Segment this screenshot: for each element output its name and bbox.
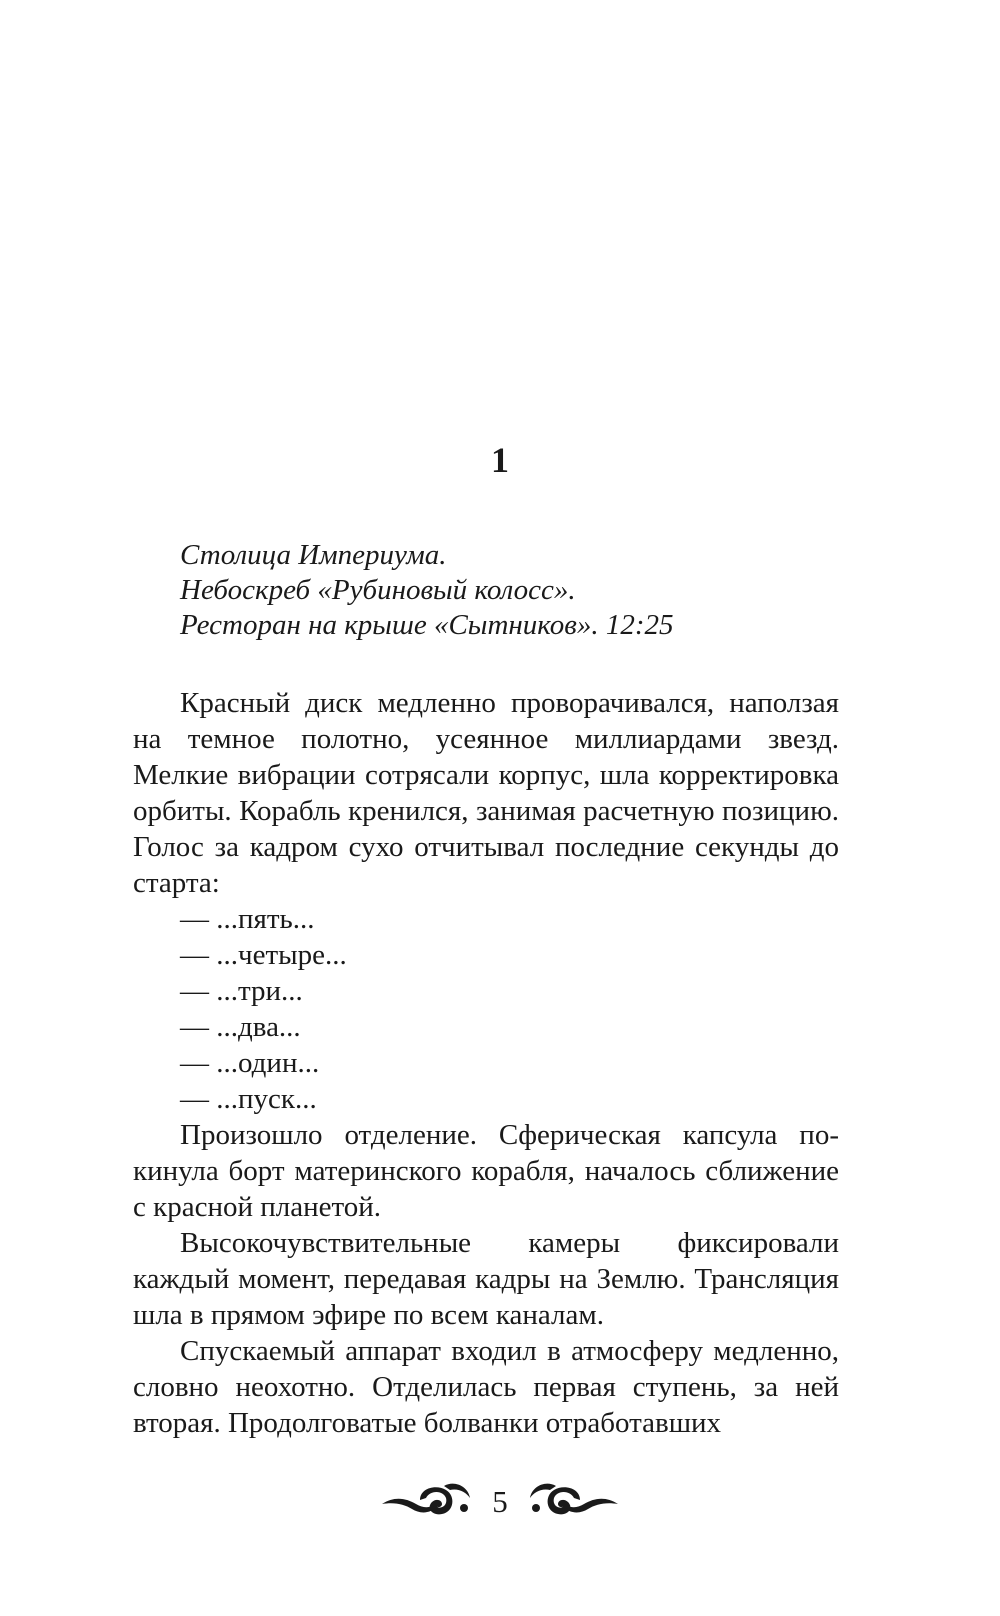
paragraph: Произошло отделение. Сферическая капсула покинула борт материнского корабля, началось сближение с красной планетой. [133,1119,839,1223]
ornament-swirl-left-icon [380,1482,472,1522]
page-number: 5 [492,1484,508,1519]
countdown-line: — ...два... [180,1011,301,1043]
countdown-line: — ...один... [180,1047,320,1079]
countdown-line: — ...четыре... [180,939,347,971]
ornament-swirl-right-icon [528,1482,620,1522]
chapter-body [133,685,839,1441]
paragraph: Красный диск медленно проворачивался, наползая на темное полотно, усеянное миллиардами звезд. Мелкие вибрации сотрясали корпус, шла корректировка орбиты. Корабль кренился, занимая расчетную позицию. Голос за кадром сухо отчитывал последние секунды до старта: [133,687,839,899]
countdown-line: — ...пуск... [180,1083,317,1115]
epigraph-line-location: Столица Империума. [180,539,447,571]
epigraph [180,538,880,643]
paragraph: Высокочувствительные камеры фиксировали каждый момент, передавая кадры на Землю. Трансляция шла в прямом эфире по всем каналам. [133,1227,839,1331]
epigraph-line-building: Небоскреб «Рубиновый колосс». [180,574,576,606]
chapter-number: 1 [491,440,509,480]
countdown-line: — ...три... [180,975,303,1007]
epigraph-line-restaurant-time: Ресторан на крыше «Сытников». 12:25 [180,609,674,641]
page-footer [0,1472,1000,1532]
countdown-line: — ...пять... [180,903,315,935]
paragraph: Спускаемый аппарат входил в атмосферу медленно, словно неохотно. Отделилась первая ступень, за ней вторая. Продолговатые болванки отработавших [133,1335,839,1439]
